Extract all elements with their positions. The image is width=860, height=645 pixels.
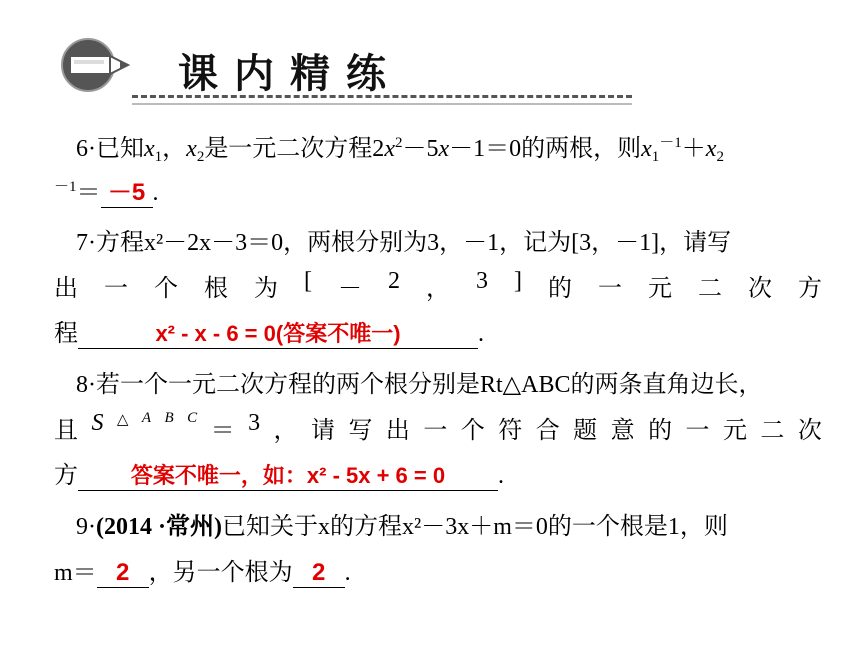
q9-line1: 9·(2014 ·常州)已知关于x的方程x²－3x＋m＝0的一个根是1，则	[76, 514, 728, 540]
q8-line2-char: 题	[573, 418, 598, 444]
q7-line2-char: ]	[514, 268, 522, 294]
section-title: 课内精练	[178, 51, 402, 97]
q8-line2-char: 一	[685, 418, 710, 444]
q9-line2: m＝ 2 ，另一个根为 2 .	[54, 559, 351, 586]
q8-line2-char: 次	[797, 418, 822, 444]
q7-line2-char: 的	[548, 276, 572, 302]
q6-answer-blank	[101, 172, 153, 208]
q7-line2-char: 元	[648, 276, 672, 302]
q8-line2-char: ，	[273, 418, 298, 444]
q7-line1: 7·方程x²－2x－3＝0，两根分别为3，－1，记为[3，－1]，请写	[76, 230, 732, 256]
q9-answer-m-blank	[97, 559, 149, 588]
q9-answer-root: 2	[311, 559, 326, 586]
q7-line2-char: [	[304, 268, 312, 294]
q7-line2-char: ，	[426, 276, 450, 302]
q9-answer-root-blank	[293, 559, 345, 588]
q8-line2-char: 二	[760, 418, 785, 444]
q8-line2: 且 S △ A B C ＝ 3 ， 请 写 出 一 个 符 合 题 意 的 一 元 二 次	[54, 410, 822, 444]
q8-line2-char: 符	[498, 418, 523, 444]
q7-line2-char: 方	[798, 276, 822, 302]
q8-line3: 方 答案不唯一，如：x² - 5x + 6 = 0 .	[54, 455, 504, 491]
section-header	[0, 0, 860, 120]
q6-answer: －5	[107, 179, 146, 206]
q6-line2: $^{-1}$＝ －5 .	[54, 172, 159, 208]
q8-answer: 答案不唯一，如：x² - 5x + 6 = 0	[130, 463, 446, 488]
q8-line2-char: 个	[460, 418, 485, 444]
q7-line2-char: 3	[476, 268, 488, 294]
q7-answer-blank	[78, 317, 478, 349]
q7-line2-char: 次	[748, 276, 772, 302]
q8-line1: 8·若一个一元二次方程的两个根分别是Rt△ABC的两条直角边长，	[76, 372, 763, 398]
q8-line2-char: 3	[248, 410, 261, 436]
pencil-icon	[58, 36, 136, 94]
q7-line2-char: 一	[598, 276, 622, 302]
q8-line2-char: 请	[310, 418, 335, 444]
q6-line1: 6·已知$x_1$，$x_2$是一元二次方程$2x^2-5x-1=0$的两根，则$x_1^{-1}+x_2$	[76, 135, 724, 165]
q8-line2-char: 合	[535, 418, 560, 444]
q7-line2-char: 出	[54, 276, 78, 302]
q7-line2-char: 二	[698, 276, 722, 302]
q8-line2-char: 写	[348, 418, 373, 444]
q7-line2-char: 根	[204, 276, 228, 302]
divider-shadow	[132, 103, 632, 105]
q7-line3: 程 x² - x - 6 = 0(答案不唯一) .	[54, 313, 484, 349]
q8-answer-blank	[78, 459, 498, 491]
q8-line2-char: 出	[385, 418, 410, 444]
q8-line2-char: 一	[423, 418, 448, 444]
q7-line2-char: 为	[254, 276, 278, 302]
divider	[132, 95, 632, 98]
q8-line2-char: 元	[722, 418, 747, 444]
q7-line2-char: 个	[154, 276, 178, 302]
q7-line2-char: 2	[388, 268, 400, 294]
q9-answer-m: 2	[115, 559, 130, 586]
q7-line2-char: 一	[104, 276, 128, 302]
q7-answer: x² - x - 6 = 0(答案不唯一)	[155, 321, 401, 346]
q7-line2	[54, 268, 822, 303]
q8-line2-char: 的	[648, 418, 673, 444]
q7-line2-char: －	[338, 276, 362, 302]
q8-line2-char: 意	[610, 418, 635, 444]
